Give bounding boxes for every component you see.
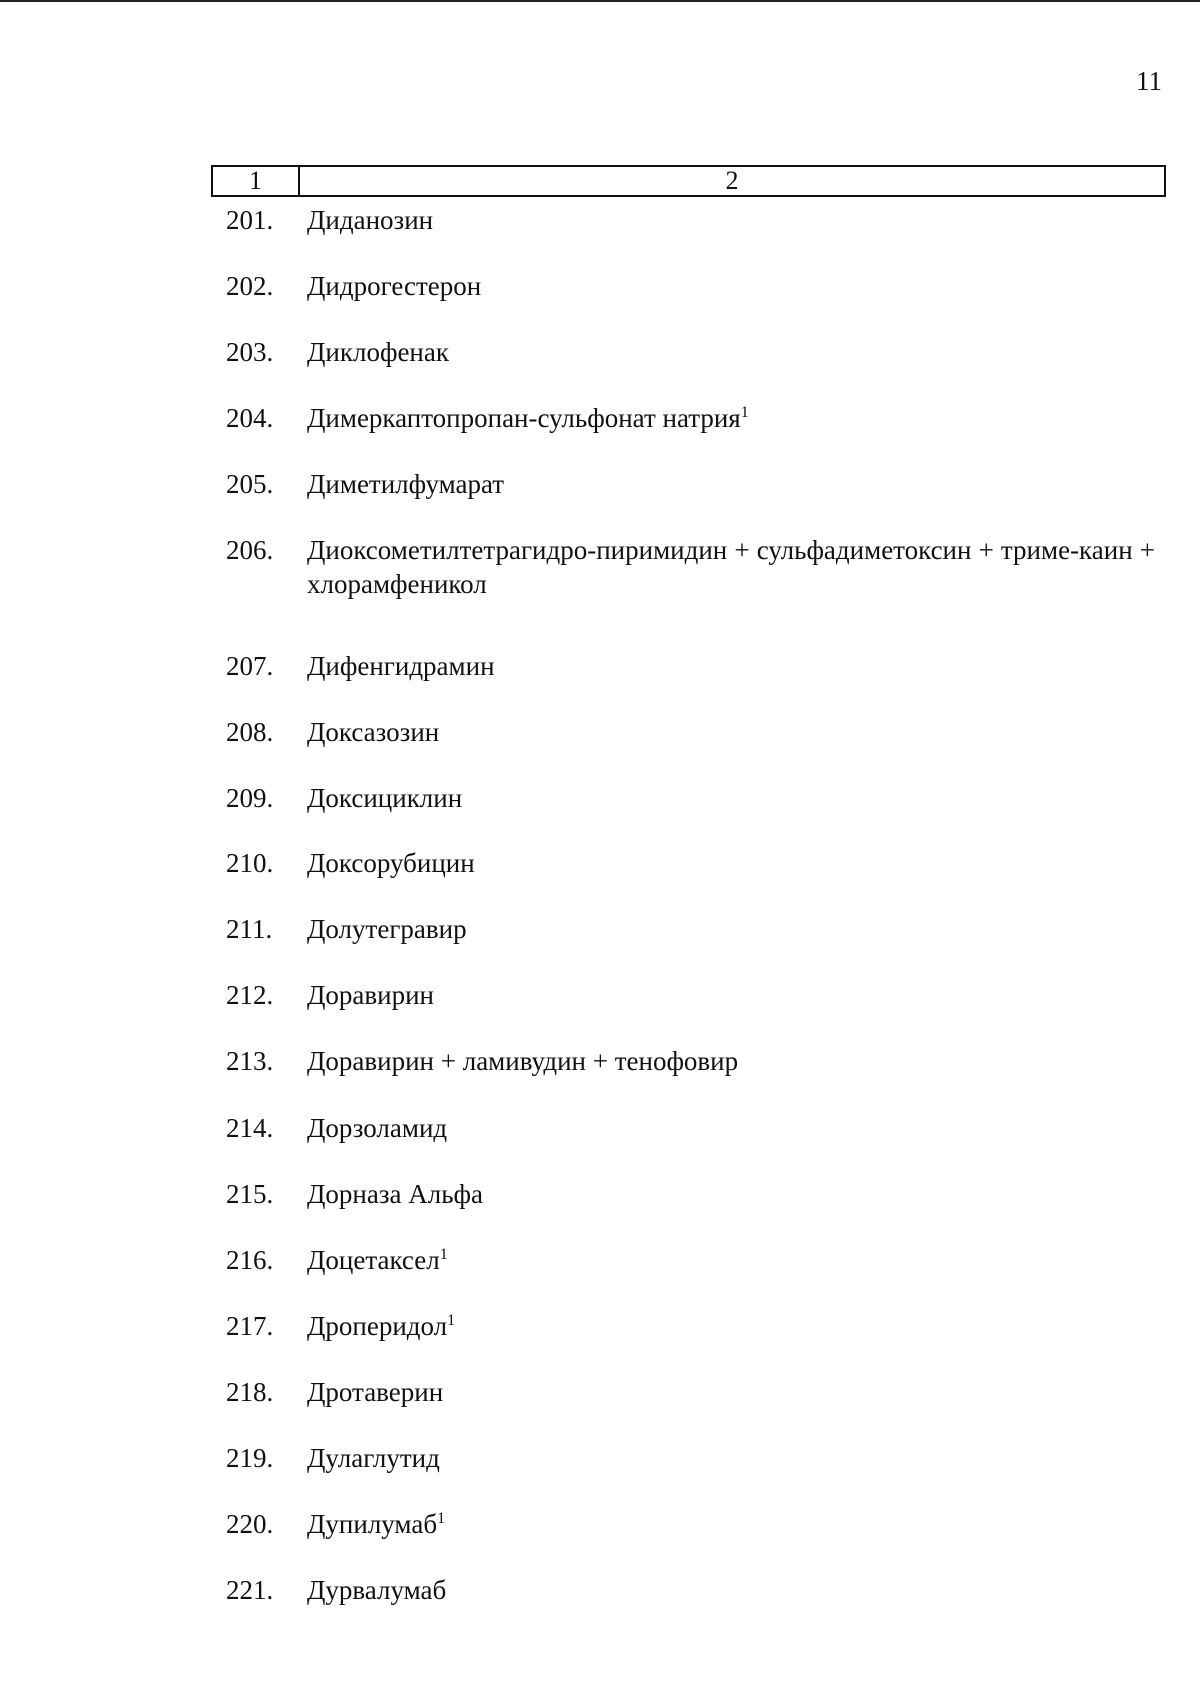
row-number: 213. bbox=[226, 1046, 274, 1076]
drug-name: Доравирин + ламивудин + тенофовир bbox=[307, 1046, 739, 1076]
row-number: 221. bbox=[226, 1575, 274, 1605]
drug-name: Дорназа Альфа bbox=[307, 1179, 484, 1209]
row-number: 212. bbox=[226, 980, 274, 1010]
page-number: 11 bbox=[1136, 66, 1162, 96]
row-number: 205. bbox=[226, 469, 274, 499]
row-number: 201. bbox=[226, 205, 274, 235]
drug-name: Доксазозин bbox=[307, 717, 440, 747]
drug-name: Дротаверин bbox=[307, 1377, 444, 1407]
drug-name-cell bbox=[307, 846, 1155, 880]
row-number: 207. bbox=[226, 651, 274, 681]
row-number: 208. bbox=[226, 717, 274, 747]
drug-name-cell bbox=[307, 1441, 1155, 1475]
table-header bbox=[211, 165, 1166, 197]
drug-name-cell bbox=[307, 1573, 1155, 1607]
row-number: 206. bbox=[226, 535, 274, 565]
drug-name: Доравирин bbox=[307, 980, 434, 1010]
drug-name: Дурвалумаб bbox=[307, 1575, 447, 1605]
row-number: 211. bbox=[226, 914, 273, 944]
drug-name-cell bbox=[307, 467, 1155, 501]
row-number: 217. bbox=[226, 1311, 274, 1341]
drug-name-cell bbox=[307, 1111, 1155, 1145]
drug-name: Диданозин bbox=[307, 205, 434, 235]
drug-name: Дорзоламид bbox=[307, 1113, 448, 1143]
drug-name: Доцетаксел bbox=[307, 1245, 440, 1275]
row-number: 218. bbox=[226, 1377, 274, 1407]
footnote-marker: 1 bbox=[447, 1312, 456, 1329]
row-number: 210. bbox=[226, 848, 274, 878]
top-rule bbox=[0, 0, 1200, 2]
drug-name-cell bbox=[307, 1044, 1155, 1078]
drug-name: Доксициклин bbox=[307, 783, 463, 813]
row-number: 219. bbox=[226, 1443, 274, 1473]
row-number: 204. bbox=[226, 403, 274, 433]
drug-name: Диоксометилтетрагидро-пиримидин + сульфадиметоксин + триме-каин + хлорамфеникол bbox=[307, 535, 1155, 599]
drug-name: Димеркаптопропан-сульфонат натрия bbox=[307, 403, 741, 433]
drug-name-cell bbox=[307, 1375, 1155, 1409]
drug-name-cell bbox=[307, 1507, 1155, 1541]
drug-name-cell bbox=[307, 781, 1155, 815]
drug-name: Дупилумаб bbox=[307, 1509, 438, 1539]
drug-name: Дулаглутид bbox=[307, 1443, 440, 1473]
drug-name: Дидрогестерон bbox=[307, 271, 482, 301]
row-number: 203. bbox=[226, 337, 274, 367]
drug-name: Доксорубицин bbox=[307, 848, 475, 878]
footnote-marker: 1 bbox=[740, 404, 749, 421]
drug-name: Дроперидол bbox=[307, 1311, 448, 1341]
drug-name-cell bbox=[307, 401, 1155, 435]
drug-name-cell bbox=[307, 978, 1155, 1012]
drug-name-cell bbox=[307, 912, 1155, 946]
row-number: 216. bbox=[226, 1245, 274, 1275]
drug-name-cell bbox=[307, 269, 1155, 303]
drug-name-cell bbox=[307, 649, 1155, 683]
row-number: 202. bbox=[226, 271, 274, 301]
drug-name-cell bbox=[307, 1309, 1155, 1343]
column-header-2: 2 bbox=[725, 166, 739, 195]
drug-name-cell bbox=[307, 203, 1155, 237]
row-number: 215. bbox=[226, 1179, 274, 1209]
row-number: 220. bbox=[226, 1509, 274, 1539]
drug-name-cell bbox=[307, 533, 1155, 601]
drug-name: Диметилфумарат bbox=[307, 469, 505, 499]
drug-name: Дифенгидрамин bbox=[307, 651, 495, 681]
drug-name-cell bbox=[307, 715, 1155, 749]
drug-name-cell bbox=[307, 335, 1155, 369]
drug-name: Диклофенак bbox=[307, 337, 449, 367]
row-number: 214. bbox=[226, 1113, 274, 1143]
drug-name: Долутегравир bbox=[307, 914, 467, 944]
row-number: 209. bbox=[226, 783, 274, 813]
drug-name-cell bbox=[307, 1177, 1155, 1211]
drug-name-cell bbox=[307, 1243, 1155, 1277]
column-header-1: 1 bbox=[213, 167, 300, 195]
footnote-marker: 1 bbox=[439, 1246, 448, 1263]
footnote-marker: 1 bbox=[437, 1510, 446, 1527]
